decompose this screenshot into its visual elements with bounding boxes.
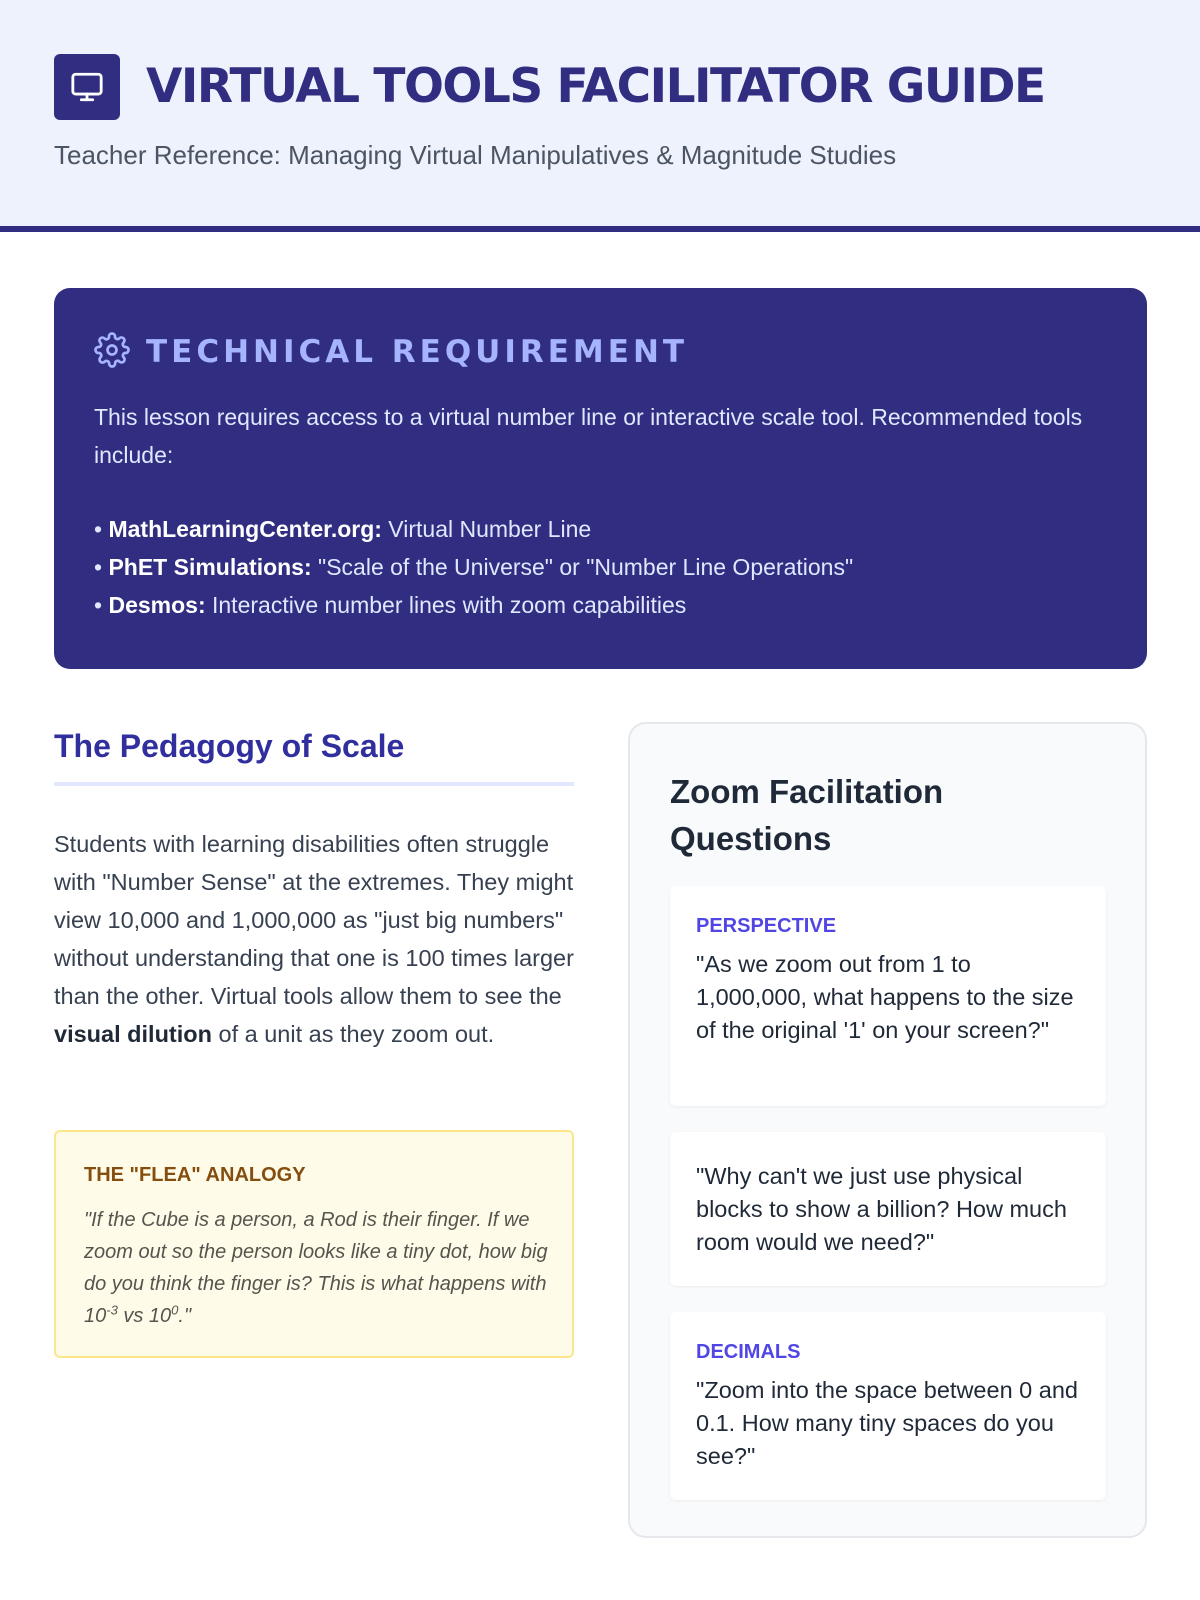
tool-item-desmos bbox=[94, 586, 1114, 624]
tool-name: PhET Simulations: bbox=[108, 554, 312, 580]
tool-name: MathLearningCenter.org: bbox=[108, 516, 382, 542]
question-card-physical-blocks bbox=[670, 1132, 1106, 1286]
bullet: • bbox=[94, 516, 109, 542]
tool-item-mathlearningcenter bbox=[94, 510, 1114, 548]
flea-analogy-title: THE "FLEA" ANALOGY bbox=[84, 1164, 306, 1186]
monitor-icon bbox=[54, 54, 120, 120]
tool-description: Interactive number lines with zoom capabilities bbox=[205, 592, 687, 618]
quote-text: "If the Cube is a person, a Rod is their finger. If we zoom out so the person looks like a tiny dot, how big do you think the finger is? This is what happens with 10 bbox=[84, 1209, 548, 1327]
quote-text: ." bbox=[178, 1305, 192, 1327]
quote-text: vs 10 bbox=[117, 1305, 172, 1327]
page-title: VIRTUAL TOOLS FACILITATOR GUIDE bbox=[146, 59, 1045, 114]
technical-requirement-title: TECHNICAL REQUIREMENT bbox=[146, 334, 689, 370]
exponent: 0 bbox=[171, 1302, 179, 1318]
pedagogy-paragraph bbox=[54, 825, 584, 1053]
pedagogy-emphasis: visual dilution bbox=[54, 1021, 212, 1047]
flea-analogy-callout bbox=[54, 1130, 574, 1358]
tool-item-phet bbox=[94, 548, 1114, 586]
page-header bbox=[0, 0, 1200, 232]
tool-description: Virtual Number Line bbox=[381, 516, 592, 542]
question-tag: PERSPECTIVE bbox=[696, 915, 837, 937]
technical-requirement-intro: This lesson requires access to a virtual number line or interactive scale tool. Recommended tools include: bbox=[94, 404, 1083, 468]
flea-analogy-quote bbox=[84, 1204, 554, 1332]
tool-description: "Scale of the Universe" or "Number Line Operations" bbox=[311, 554, 854, 580]
page-subtitle: Teacher Reference: Managing Virtual Manipulatives & Magnitude Studies bbox=[54, 140, 897, 170]
zoom-questions-title: Zoom Facilitation Questions bbox=[670, 773, 944, 857]
recommended-tools-list bbox=[94, 510, 1114, 624]
exponent: -3 bbox=[106, 1302, 118, 1318]
gear-icon bbox=[94, 332, 130, 373]
pedagogy-text-start: Students with learning disabilities often struggle with "Number Sense" at the extremes. They might view 10,000 and 1,000,000 as "just big numbers" without understanding that one is 100 times larger than the other. Virtual tools allow them to see the bbox=[54, 831, 574, 1009]
bullet: • bbox=[94, 592, 109, 618]
bullet: • bbox=[94, 554, 109, 580]
question-text: "Why can't we just use physical blocks to show a billion? How much room would we need?" bbox=[696, 1163, 1067, 1255]
question-card-decimals bbox=[670, 1312, 1106, 1500]
technical-requirement-card bbox=[54, 288, 1147, 669]
technical-requirement-heading bbox=[94, 332, 688, 372]
tool-name: Desmos: bbox=[108, 592, 206, 618]
pedagogy-heading: The Pedagogy of Scale bbox=[54, 728, 405, 764]
section-divider bbox=[54, 782, 574, 786]
question-card-perspective bbox=[670, 886, 1106, 1106]
question-text: "As we zoom out from 1 to 1,000,000, what happens to the size of the original '1' on your screen?" bbox=[696, 951, 1074, 1043]
question-text: "Zoom into the space between 0 and 0.1. How many tiny spaces do you see?" bbox=[696, 1377, 1078, 1469]
zoom-questions-panel bbox=[628, 722, 1147, 1538]
question-tag: DECIMALS bbox=[696, 1341, 801, 1363]
pedagogy-text-end: of a unit as they zoom out. bbox=[211, 1021, 495, 1047]
